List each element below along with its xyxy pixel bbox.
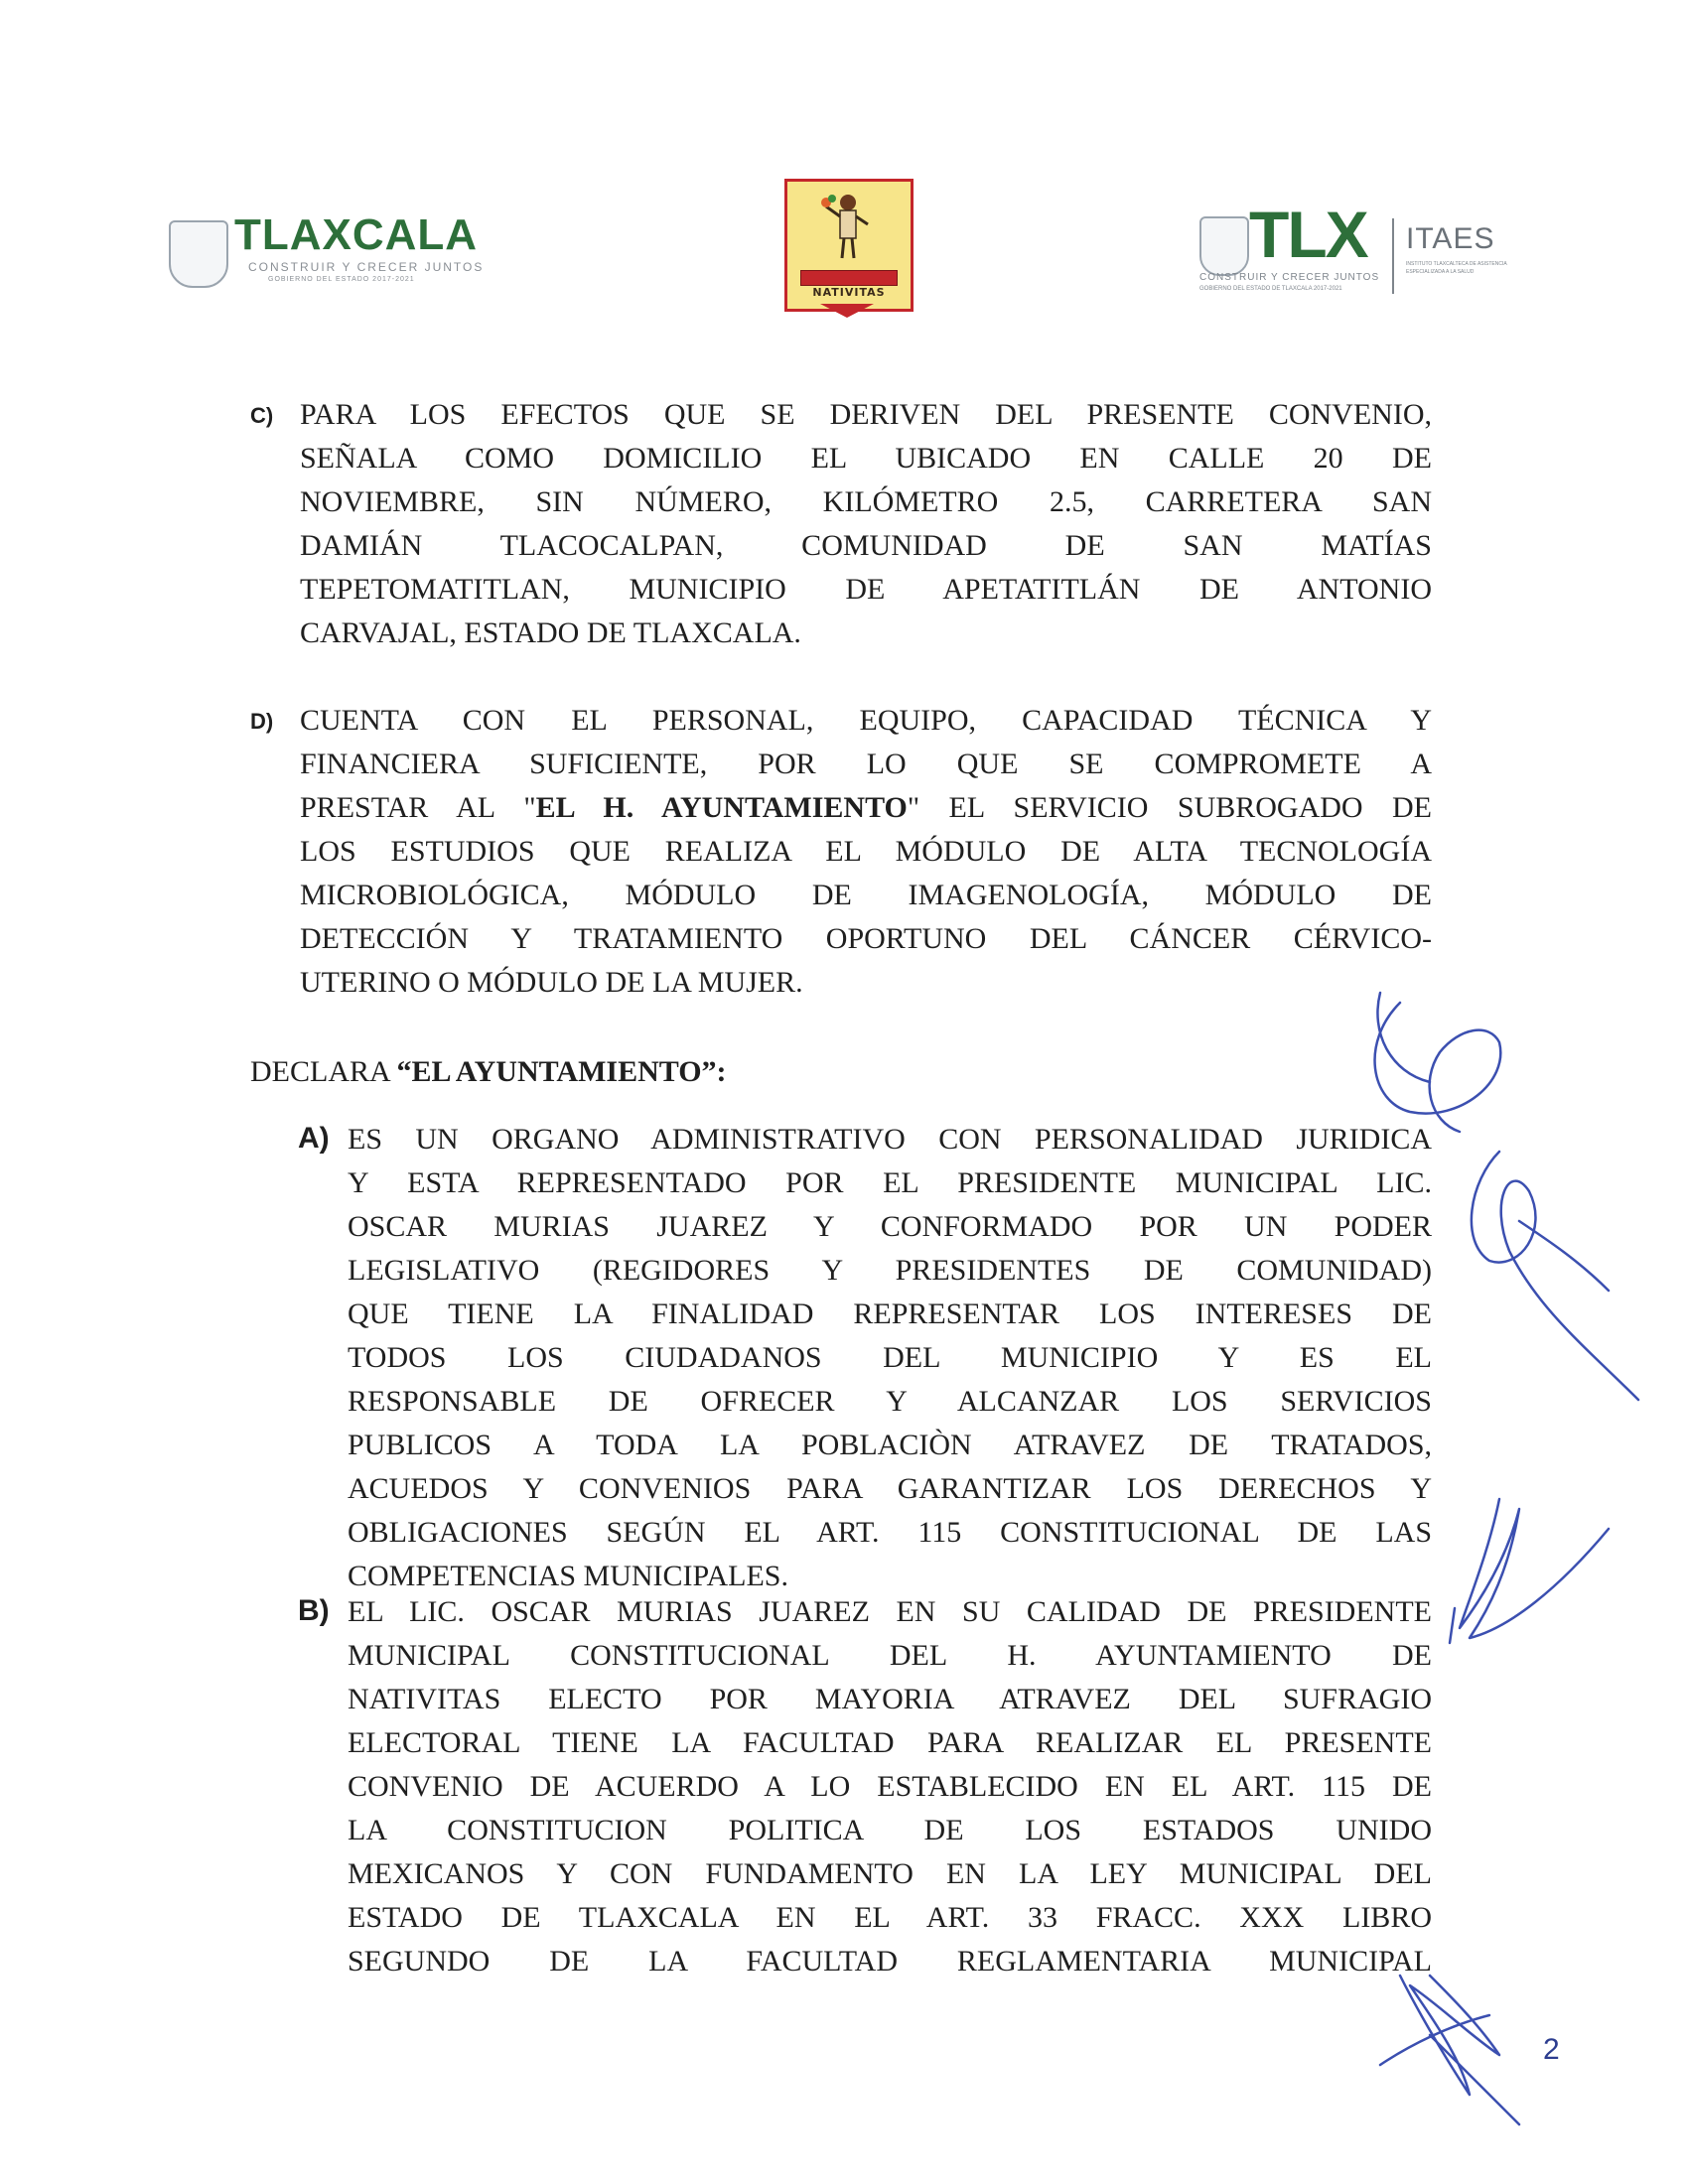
text-line: NATIVITAS ELECTO POR MAYORIA ATRAVEZ DEL SUFRAGIO [348, 1683, 1432, 1715]
text-line: ES UN ORGANO ADMINISTRATIVO CON PERSONALIDAD JURIDICA [348, 1123, 1432, 1156]
signature-stroke [1377, 993, 1430, 1082]
text-line: PARA LOS EFECTOS QUE SE DERIVEN DEL PRESENTE CONVENIO, [300, 398, 1432, 431]
text-segment: " EL SERVICIO SUBROGADO DE [907, 791, 1432, 824]
tlx-itaes-logo [1199, 198, 1537, 300]
clause-c-marker: C) [250, 403, 274, 428]
text-line: CARVAJAL, ESTADO DE TLAXCALA. [300, 616, 801, 649]
text-line: MUNICIPAL CONSTITUCIONAL DEL H. AYUNTAMIENTO DE [348, 1639, 1432, 1672]
clause-a-text [348, 1118, 1432, 1598]
state-shield-icon [1199, 216, 1249, 276]
signature-stroke [1430, 2035, 1519, 2124]
emblem-figure-icon [818, 193, 878, 264]
text-line: EL LIC. OSCAR MURIAS JUAREZ EN SU CALIDAD DE PRESIDENTE [348, 1595, 1432, 1628]
text-line: SEÑALA COMO DOMICILIO EL UBICADO EN CALLE 20 DE [300, 442, 1432, 475]
declara-prefix: DECLARA [250, 1055, 397, 1088]
emblem-point [820, 304, 874, 318]
text-line: NOVIEMBRE, SIN NÚMERO, KILÓMETRO 2.5, CARRETERA SAN [300, 485, 1432, 518]
clause-b-text [348, 1590, 1432, 1983]
text-line: LA CONSTITUCION POLITICA DE LOS ESTADOS UNIDO [348, 1814, 1432, 1846]
text-line: MEXICANOS Y CON FUNDAMENTO EN LA LEY MUNICIPAL DEL [348, 1857, 1432, 1890]
clause-d-marker: D) [250, 709, 274, 734]
logo-right-tlx: TLX [1249, 198, 1367, 271]
text-line: UTERINO O MÓDULO DE LA MUJER. [300, 966, 803, 999]
clause-c-text [300, 393, 1432, 655]
text-line: LEGISLATIVO (REGIDORES Y PRESIDENTES DE COMUNIDAD) [348, 1254, 1432, 1287]
state-shield-icon [169, 220, 228, 288]
text-line: LOS ESTUDIOS QUE REALIZA EL MÓDULO DE ALTA TECNOLOGÍA [300, 835, 1432, 868]
page-number: 2 [1543, 2033, 1560, 2066]
text-line: TODOS LOS CIUDADANOS DEL MUNICIPIO Y ES EL [348, 1341, 1432, 1374]
text-line: ACUEDOS Y CONVENIOS PARA GARANTIZAR LOS DERECHOS Y [348, 1472, 1432, 1505]
text-line: DAMIÁN TLACOCALPAN, COMUNIDAD DE SAN MATÍAS [300, 529, 1432, 562]
signature-stroke [1400, 1976, 1499, 2095]
logo-left-slogan: CONSTRUIR Y CRECER JUNTOS [248, 260, 485, 274]
logo-right-slogan: CONSTRUIR Y CRECER JUNTOS [1199, 272, 1380, 283]
text-line: SEGUNDO DE LA FACULTAD REGLAMENTARIA MUNICIPAL [348, 1945, 1432, 1978]
logo-left-small: GOBIERNO DEL ESTADO 2017-2021 [268, 276, 415, 283]
signature-stroke [1375, 1003, 1501, 1132]
nativitas-emblem [784, 179, 912, 328]
text-line: OBLIGACIONES SEGÚN EL ART. 115 CONSTITUCIONAL DE LAS [348, 1516, 1432, 1549]
tlaxcala-logo [169, 210, 496, 288]
clause-b-marker: B) [298, 1594, 330, 1627]
text-line: COMPETENCIAS MUNICIPALES. [348, 1560, 788, 1592]
logo-left-name: TLAXCALA [234, 210, 479, 259]
text-line: OSCAR MURIAS JUAREZ Y CONFORMADO POR UN PODER [348, 1210, 1432, 1243]
signature-stroke [1519, 1221, 1609, 1291]
declara-heading [250, 1050, 727, 1094]
text-line: RESPONSABLE DE OFRECER Y ALCANZAR LOS SERVICIOS [348, 1385, 1432, 1418]
text-line: PUBLICOS A TODA LA POBLACIÒN ATRAVEZ DE TRATADOS, [348, 1429, 1432, 1461]
clause-d-text [300, 699, 1432, 1005]
signature-stroke [1472, 1152, 1638, 1400]
bold-party-name: EL H. AYUNTAMIENTO [535, 791, 908, 824]
logo-right-small: GOBIERNO DEL ESTADO DE TLAXCALA 2017-2021 [1199, 286, 1342, 292]
text-line: ESTADO DE TLAXCALA EN EL ART. 33 FRACC. XXX LIBRO [348, 1901, 1432, 1934]
emblem-word: NATIVITAS [812, 286, 886, 299]
logo-divider [1392, 218, 1394, 294]
text-line: Y ESTA REPRESENTADO POR EL PRESIDENTE MUNICIPAL LIC. [348, 1166, 1432, 1199]
clause-a-marker: A) [298, 1122, 330, 1155]
signature-stroke [1450, 1608, 1455, 1643]
signature-stroke [1380, 2015, 1489, 2065]
text-line: ELECTORAL TIENE LA FACULTAD PARA REALIZAR EL PRESENTE [348, 1726, 1432, 1759]
emblem-band [800, 270, 898, 286]
itaes-name: ITAES [1406, 222, 1495, 255]
text-line: CONVENIO DE ACUERDO A LO ESTABLECIDO EN EL ART. 115 DE [348, 1770, 1432, 1803]
text-line: MICROBIOLÓGICA, MÓDULO DE IMAGENOLOGÍA, MÓDULO DE [300, 879, 1432, 911]
text-line: CUENTA CON EL PERSONAL, EQUIPO, CAPACIDAD TÉCNICA Y [300, 704, 1432, 737]
text-line [300, 786, 1432, 830]
signature-stroke [1460, 1499, 1609, 1638]
text-line: TEPETOMATITLAN, MUNICIPIO DE APETATITLÁN DE ANTONIO [300, 573, 1432, 606]
text-line: FINANCIERA SUFICIENTE, POR LO QUE SE COMPROMETE A [300, 748, 1432, 780]
text-line: DETECCIÓN Y TRATAMIENTO OPORTUNO DEL CÁNCER CÉRVICO- [300, 922, 1432, 955]
declara-party: “EL AYUNTAMIENTO”: [396, 1055, 727, 1088]
itaes-full-name: INSTITUTO TLAXCALTECA DE ASISTENCIA ESPECIALIZADA A LA SALUD [1406, 261, 1507, 275]
text-segment: PRESTAR AL " [300, 791, 536, 824]
text-line: QUE TIENE LA FINALIDAD REPRESENTAR LOS INTERESES DE [348, 1297, 1432, 1330]
